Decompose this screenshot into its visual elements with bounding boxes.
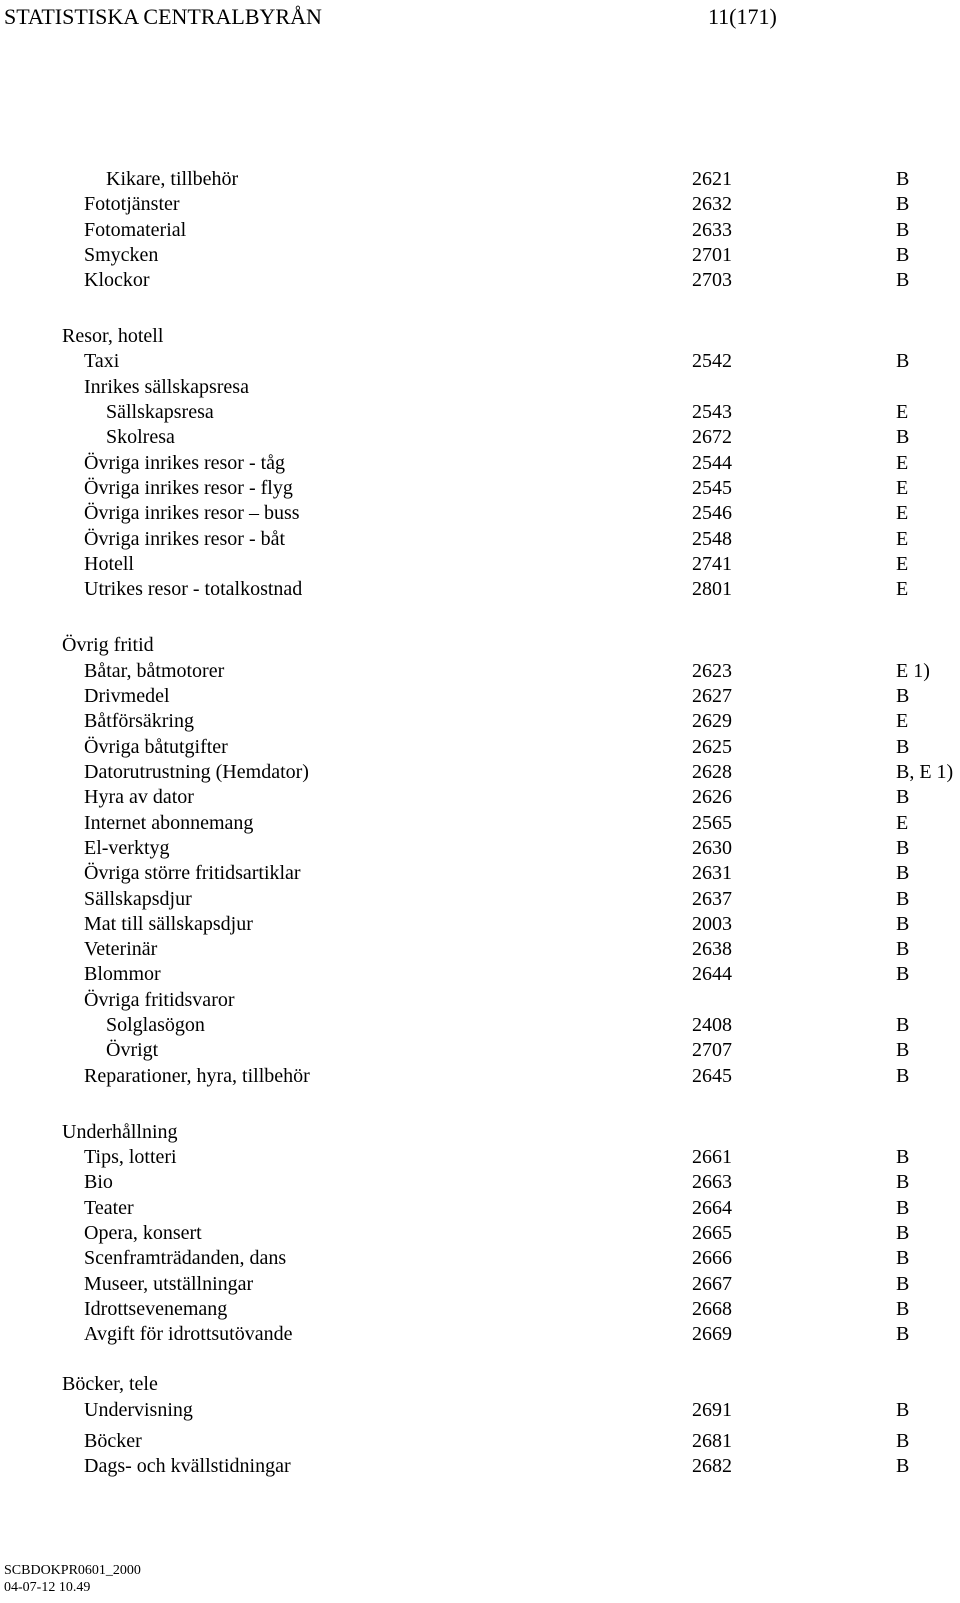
list-item (0, 1038, 960, 1063)
item-code: 2637 (692, 888, 732, 910)
item-source-mark: B, E 1) (896, 761, 954, 783)
item-label: Museer, utställningar (84, 1273, 254, 1295)
item-label: Hotell (84, 553, 134, 575)
item-code: 2682 (692, 1455, 732, 1477)
list-item (0, 785, 960, 810)
item-label: Tips, lotteri (84, 1146, 177, 1168)
organization-name: STATISTISKA CENTRALBYRÅN (4, 4, 322, 29)
item-source-mark: E (896, 528, 909, 550)
item-label: Inrikes sällskapsresa (84, 376, 249, 398)
item-source-mark: E (896, 578, 909, 600)
item-source-mark: E (896, 812, 909, 834)
item-label: Övriga inrikes resor - båt (84, 528, 286, 550)
item-label: Fototjänster (84, 193, 180, 215)
item-source-mark: B (896, 1014, 910, 1036)
item-label: Internet abonnemang (84, 812, 254, 834)
section-title: Resor, hotell (62, 325, 164, 347)
list-item (0, 552, 960, 577)
item-source-mark: E (896, 477, 909, 499)
item-label: Båtförsäkring (84, 710, 194, 732)
item-code: 2548 (692, 528, 732, 550)
item-source-mark: B (896, 1323, 910, 1345)
item-code: 2543 (692, 401, 732, 423)
item-source-mark: E (896, 553, 909, 575)
list-item (0, 861, 960, 886)
item-source-mark: B (896, 1222, 910, 1244)
item-code: 2741 (692, 553, 732, 575)
item-code: 2545 (692, 477, 732, 499)
list-item (0, 962, 960, 987)
list-item (0, 760, 960, 785)
list-item (0, 1145, 960, 1170)
item-label: Övrigt (106, 1039, 159, 1061)
item-code: 2630 (692, 837, 732, 859)
item-source-mark: B (896, 350, 910, 372)
item-code: 2667 (692, 1273, 732, 1295)
item-code: 2627 (692, 685, 732, 707)
list-item (0, 268, 960, 293)
list-item (0, 501, 960, 526)
item-source-mark: B (896, 1298, 910, 1320)
list-item (0, 1429, 960, 1454)
item-label: Drivmedel (84, 685, 170, 707)
section-heading (0, 633, 960, 658)
list-item (0, 887, 960, 912)
item-code: 2546 (692, 502, 732, 524)
item-code: 2664 (692, 1197, 732, 1219)
page-number: 11(171) (708, 4, 777, 29)
list-item (0, 375, 960, 400)
item-label: Idrottsevenemang (84, 1298, 228, 1320)
list-item (0, 735, 960, 760)
item-label: Klockor (84, 269, 150, 291)
list-item (0, 425, 960, 450)
section-heading (0, 1120, 960, 1145)
item-label: Veterinär (84, 938, 158, 960)
list-item (0, 1196, 960, 1221)
section-title: Övrig fritid (62, 634, 154, 656)
item-source-mark: B (896, 1039, 910, 1061)
item-source-mark: B (896, 426, 910, 448)
item-source-mark: B (896, 1430, 910, 1452)
item-label: Övriga fritidsvaror (84, 989, 235, 1011)
item-label: El-verktyg (84, 837, 170, 859)
item-source-mark: B (896, 685, 910, 707)
list-item (0, 659, 960, 684)
item-code: 2801 (692, 578, 732, 600)
item-label: Övriga inrikes resor - flyg (84, 477, 293, 499)
item-source-mark: B (896, 888, 910, 910)
list-item (0, 451, 960, 476)
item-code: 2631 (692, 862, 732, 884)
item-source-mark: B (896, 1171, 910, 1193)
list-item (0, 527, 960, 552)
item-source-mark: E (896, 710, 909, 732)
item-code: 2629 (692, 710, 732, 732)
item-label: Utrikes resor - totalkostnad (84, 578, 303, 600)
item-source-mark: B (896, 168, 910, 190)
item-source-mark: B (896, 913, 910, 935)
item-code: 2665 (692, 1222, 732, 1244)
item-label: Reparationer, hyra, tillbehör (84, 1065, 310, 1087)
item-source-mark: B (896, 244, 910, 266)
list-item (0, 476, 960, 501)
item-source-mark: E (896, 502, 909, 524)
item-label: Hyra av dator (84, 786, 194, 808)
item-label: Båtar, båtmotorer (84, 660, 225, 682)
list-item (0, 1297, 960, 1322)
item-code: 2644 (692, 963, 732, 985)
item-code: 2542 (692, 350, 732, 372)
list-item (0, 811, 960, 836)
item-code: 2003 (692, 913, 732, 935)
list-item (0, 684, 960, 709)
item-code: 2666 (692, 1247, 732, 1269)
item-label: Böcker (84, 1430, 142, 1452)
item-source-mark: B (896, 1399, 910, 1421)
item-label: Övriga båtutgifter (84, 736, 228, 758)
item-code: 2707 (692, 1039, 732, 1061)
item-code: 2663 (692, 1171, 732, 1193)
item-code: 2691 (692, 1399, 732, 1421)
item-label: Avgift för idrottsutövande (84, 1323, 293, 1345)
list-item (0, 1170, 960, 1195)
list-item (0, 1398, 960, 1423)
item-label: Scenframträdanden, dans (84, 1247, 287, 1269)
item-code: 2623 (692, 660, 732, 682)
list-item (0, 577, 960, 602)
section-heading (0, 324, 960, 349)
item-code: 2565 (692, 812, 732, 834)
list-item (0, 192, 960, 217)
item-code: 2701 (692, 244, 732, 266)
item-label: Skolresa (106, 426, 175, 448)
page-footer (4, 1562, 141, 1596)
item-source-mark: B (896, 1146, 910, 1168)
list-item (0, 218, 960, 243)
item-label: Opera, konsert (84, 1222, 202, 1244)
list-item (0, 988, 960, 1013)
item-code: 2681 (692, 1430, 732, 1452)
item-label: Sällskapsresa (106, 401, 214, 423)
section-title: Underhållning (62, 1121, 178, 1143)
item-source-mark: E (896, 401, 909, 423)
item-label: Datorutrustning (Hemdator) (84, 761, 309, 783)
item-code: 2661 (692, 1146, 732, 1168)
document-timestamp: 04-07-12 10.49 (4, 1580, 91, 1595)
list-item (0, 709, 960, 734)
item-label: Teater (84, 1197, 134, 1219)
item-code: 2668 (692, 1298, 732, 1320)
item-label: Dags- och kvällstidningar (84, 1455, 291, 1477)
item-code: 2625 (692, 736, 732, 758)
list-item (0, 1013, 960, 1038)
item-source-mark: B (896, 1197, 910, 1219)
item-source-mark: B (896, 1065, 910, 1087)
item-label: Övriga inrikes resor - tåg (84, 452, 286, 474)
item-label: Bio (84, 1171, 113, 1193)
item-source-mark: B (896, 193, 910, 215)
item-code: 2669 (692, 1323, 732, 1345)
document-id: SCBDOKPR0601_2000 (4, 1563, 141, 1578)
item-code: 2633 (692, 219, 732, 241)
list-item (0, 1246, 960, 1271)
item-code: 2703 (692, 269, 732, 291)
item-source-mark: E (896, 452, 909, 474)
item-label: Mat till sällskapsdjur (84, 913, 253, 935)
list-item (0, 243, 960, 268)
list-item (0, 1322, 960, 1347)
item-label: Solglasögon (106, 1014, 205, 1036)
list-item (0, 836, 960, 861)
item-code: 2632 (692, 193, 732, 215)
item-label: Undervisning (84, 1399, 193, 1421)
list-item (0, 1454, 960, 1479)
item-source-mark: B (896, 938, 910, 960)
item-label: Övriga större fritidsartiklar (84, 862, 301, 884)
item-source-mark: B (896, 1273, 910, 1295)
item-label: Sällskapsdjur (84, 888, 192, 910)
item-code: 2408 (692, 1014, 732, 1036)
list-item (0, 1272, 960, 1297)
item-label: Övriga inrikes resor – buss (84, 502, 300, 524)
item-label: Smycken (84, 244, 159, 266)
item-source-mark: B (896, 786, 910, 808)
item-source-mark: B (896, 837, 910, 859)
item-code: 2672 (692, 426, 732, 448)
item-code: 2626 (692, 786, 732, 808)
list-item (0, 1221, 960, 1246)
item-source-mark: B (896, 963, 910, 985)
list-item (0, 937, 960, 962)
section-heading (0, 1372, 960, 1397)
item-source-mark: E 1) (896, 660, 930, 682)
item-code: 2645 (692, 1065, 732, 1087)
item-label: Kikare, tillbehör (106, 168, 239, 190)
item-label: Taxi (84, 350, 120, 372)
item-label: Fotomaterial (84, 219, 187, 241)
item-code: 2544 (692, 452, 732, 474)
item-code: 2628 (692, 761, 732, 783)
list-item (0, 1064, 960, 1089)
list-item (0, 912, 960, 937)
section-title: Böcker, tele (62, 1373, 158, 1395)
item-source-mark: B (896, 269, 910, 291)
list-item (0, 400, 960, 425)
item-source-mark: B (896, 1455, 910, 1477)
item-source-mark: B (896, 1247, 910, 1269)
item-label: Blommor (84, 963, 161, 985)
item-source-mark: B (896, 219, 910, 241)
item-code: 2638 (692, 938, 732, 960)
item-source-mark: B (896, 862, 910, 884)
list-item (0, 167, 960, 192)
list-item (0, 349, 960, 374)
item-code: 2621 (692, 168, 732, 190)
item-source-mark: B (896, 736, 910, 758)
